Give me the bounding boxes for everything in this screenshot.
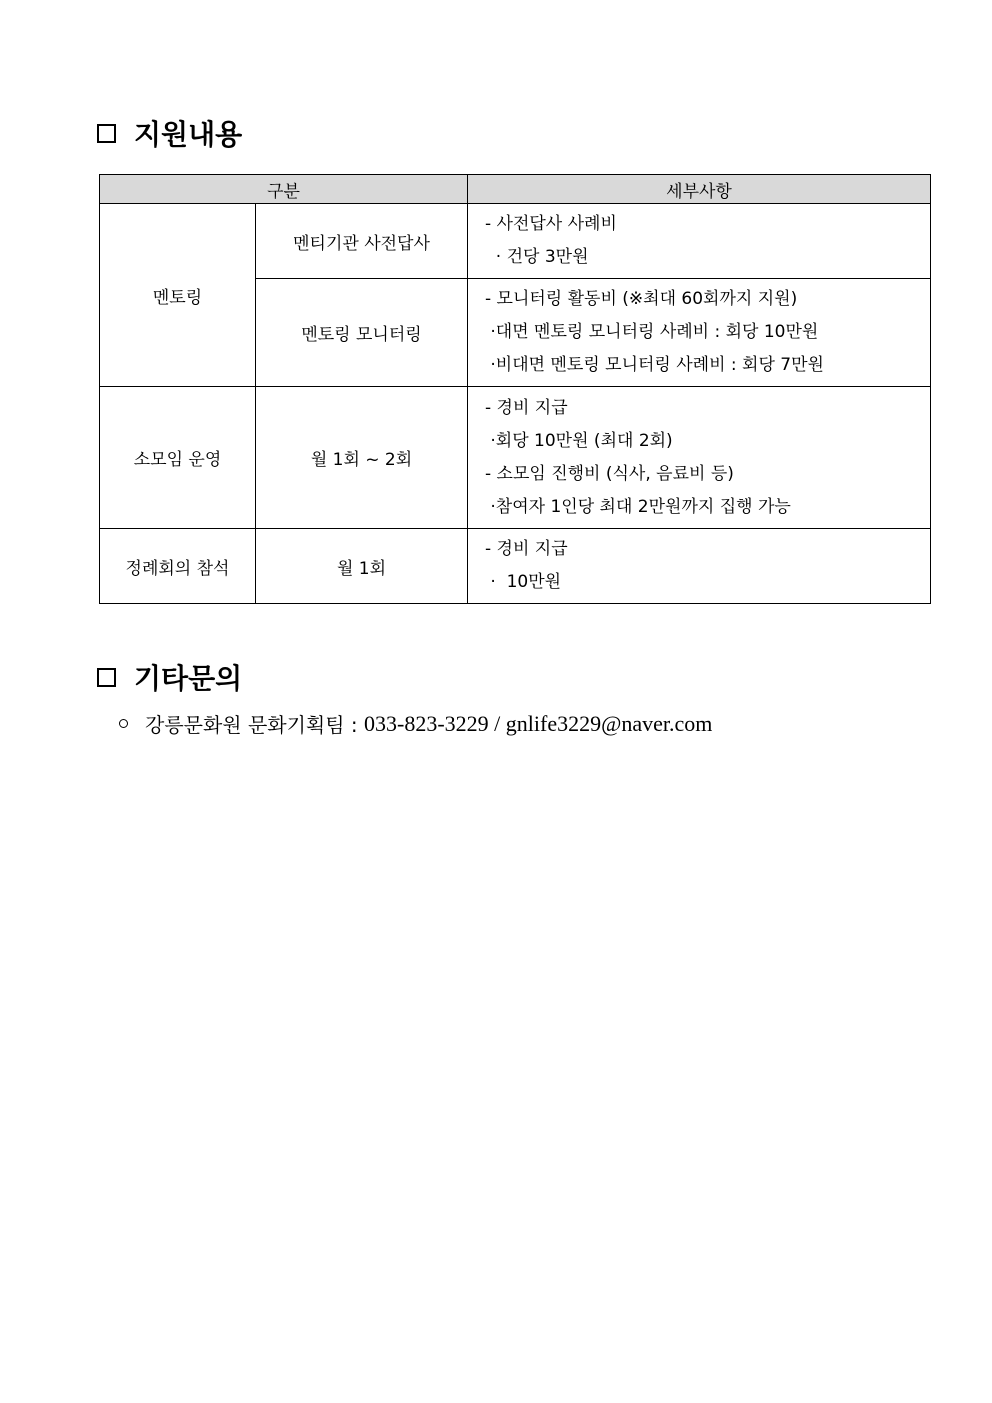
- contact-label: 강릉문화원 문화기획팀 :: [145, 713, 365, 737]
- header-category: 구분: [100, 175, 468, 204]
- detail-line: · 10만원: [485, 572, 562, 592]
- detail-line: - 사전답사 사례비: [485, 214, 617, 234]
- detail-line: - 모니터링 활동비 (※최대 60회까지 지원): [485, 289, 798, 309]
- table-row: [100, 387, 931, 529]
- table-row: [100, 529, 931, 604]
- sub-cell: 멘토링 모니터링: [256, 279, 468, 387]
- details-cell: [468, 279, 931, 387]
- details-cell: [468, 387, 931, 529]
- contact-info: 033-823-3229 / gnlife3229@naver.com: [364, 710, 713, 736]
- category-cell: 멘토링: [100, 204, 256, 387]
- header-details: 세부사항: [468, 175, 931, 204]
- sub-cell: 월 1회 ~ 2회: [256, 387, 468, 529]
- table-row: [100, 204, 931, 279]
- checkbox-square-icon: [97, 124, 116, 143]
- detail-line: ·회당 10만원 (최대 2회): [485, 430, 673, 451]
- sub-cell: 멘티기관 사전답사: [256, 204, 468, 279]
- circle-bullet-icon: [119, 719, 128, 728]
- detail-line: ·대면 멘토링 모니터링 사례비 : 회당 10만원: [485, 322, 819, 342]
- checkbox-square-icon: [97, 668, 116, 687]
- details-cell: [468, 529, 931, 604]
- detail-line: ·비대면 멘토링 모니터링 사례비 : 회당 7만원: [485, 355, 824, 375]
- category-cell: 정례회의 참석: [100, 529, 256, 604]
- detail-line: - 경비 지급: [485, 397, 568, 418]
- table-header-row: [100, 175, 931, 204]
- category-cell: 소모임 운영: [100, 387, 256, 529]
- details-cell: [468, 204, 931, 279]
- detail-line: ·참여자 1인당 최대 2만원까지 집행 가능: [485, 496, 791, 517]
- section-title-text: 지원내용: [134, 118, 243, 151]
- detail-line: - 경비 지급: [485, 539, 568, 559]
- detail-line: · 건당 3만원: [485, 247, 589, 267]
- support-table: [99, 174, 931, 604]
- section-title-support: [97, 113, 242, 153]
- section-title-text: 기타문의: [134, 662, 243, 695]
- sub-cell: 월 1회: [256, 529, 468, 604]
- detail-line: - 소모임 진행비 (식사, 음료비 등): [485, 463, 734, 484]
- section-title-inquiry: [97, 657, 242, 697]
- contact-line: [119, 709, 712, 738]
